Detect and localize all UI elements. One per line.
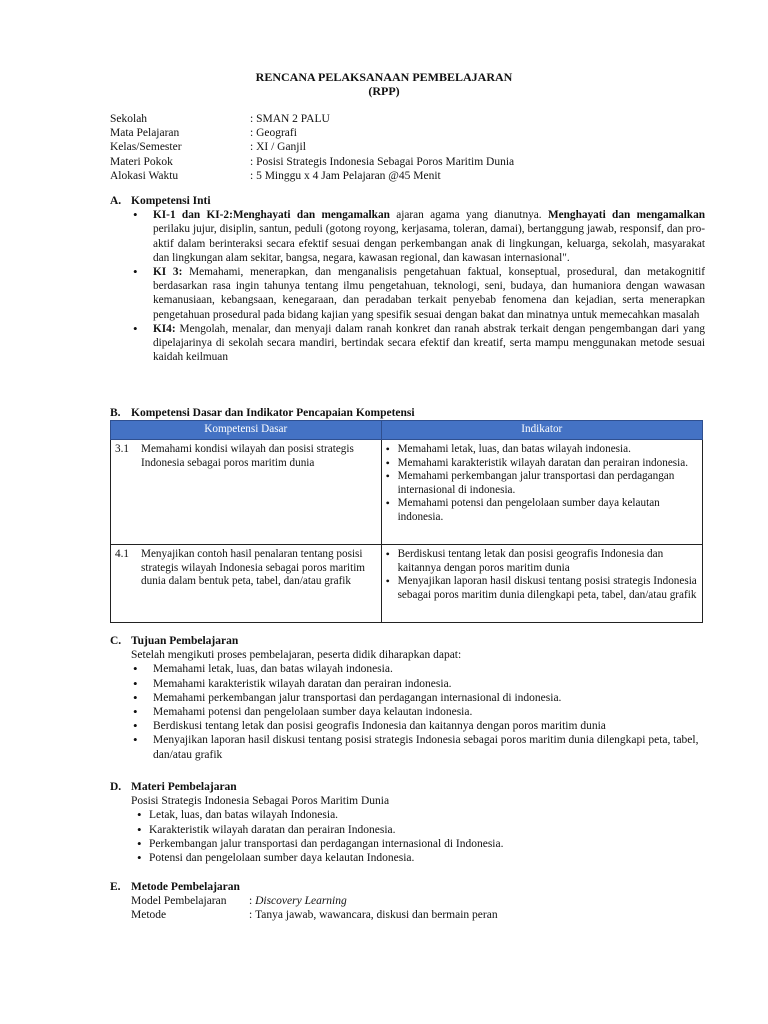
section-metode-pembelajaran [110,880,705,923]
method-row-metode [131,908,705,922]
section-intro: Setelah mengikuti proses pembelajaran, peserta didik diharapkan dapat: [131,649,462,662]
list-item: • Memahami karakteristik wilayah daratan dan perairan indonesia. [386,457,698,471]
list-item: • Potensi dan pengelolaan sumber daya kelautan Indonesia. [135,851,705,865]
identity-value: : SMAN 2 PALU [250,113,330,125]
identity-value: : XI / Ganjil [250,141,306,154]
identity-label: Kelas/Semester [110,141,182,154]
indikator-list [386,443,698,525]
section-title: Metode Pembelajaran [131,881,240,893]
method-value: Discovery Learning [255,895,347,908]
section-heading [110,880,705,894]
identity-row-materi [110,155,514,169]
identity-row-sekolah [110,112,514,126]
document-subtitle: (RPP) [368,84,400,98]
ki-emphasis: Menghayati dan mengamalkan [547,209,706,222]
section-kompetensi-inti [110,194,705,364]
kd-cell [111,545,382,623]
identity-block [110,112,514,183]
column-header-indikator: Indikator [381,421,702,440]
list-item: • Memahami letak, luas, dan batas wilayah indonesia. [386,443,698,457]
section-letter: A. [110,195,122,207]
identity-row-mata-pelajaran [110,126,514,140]
identity-label: Materi Pokok [110,155,173,168]
ki-label: KI-1 dan KI-2:Menghayati dan mengamalkan [153,209,390,222]
identity-row-alokasi [110,169,514,183]
identity-label: Alokasi Waktu [110,169,179,182]
section-title: Materi Pembelajaran [131,781,237,793]
section-materi-pembelajaran [110,780,705,865]
section-heading [110,780,705,794]
ki-label: KI 3: [153,266,183,279]
list-item [131,208,705,265]
ki-label: KI4: [153,322,176,335]
kd-number: 3.1 [115,443,129,455]
method-separator: : [249,909,256,922]
ki-text: Memahami, menerapkan, dan menganalisis pengetahuan faktual, konseptual, prosedural, dan metakognitif berdasarkan rasa ingin tahunya tentang ilmu pengetahuan, teknologi, seni, budaya, dan humaniora dengan wawasan kemanusiaan, kebangsaan, kenegaraan, dan peradaban terkait penyebab fenomena dan kejadian, serta menerapkan pengetahuan prosedural pada bidang kajian yang spesifik sesuai dengan bakat dan minatnya untuk memecahkan masalah [153,266,705,321]
list-item: • Memahami potensi dan pengelolaan sumber daya kelautan indonesia. [386,497,698,524]
section-title: Kompetensi Dasar dan Indikator Pencapaian Kompetensi [131,407,415,419]
list-item: • Karakteristik wilayah daratan dan perairan Indonesia. [135,823,705,837]
method-row-model [131,894,705,908]
list-item: • Menyajikan laporan hasil diskusi tentang posisi strategis Indonesia sebagai poros maritim dunia dilengkapi peta, tabel, dan/atau grafik [386,575,698,602]
column-header-kompetensi-dasar: Kompetensi Dasar [111,421,382,440]
kd-cell [111,440,382,545]
list-item: • Memahami letak, luas, dan batas wilayah indonesia. [131,662,705,676]
kd-entry [115,548,377,589]
identity-value: : Posisi Strategis Indonesia Sebagai Poros Maritim Dunia [250,155,515,168]
table-row [111,440,703,545]
list-item: • Berdiskusi tentang letak dan posisi geografis Indonesia dan kaitannya dengan poros maritim dunia [131,719,705,733]
list-item: • Memahami karakteristik wilayah daratan dan perairan indonesia. [131,677,705,691]
section-letter: B. [110,407,121,419]
kd-text: Menyajikan contoh hasil penalaran tentang posisi strategis wilayah Indonesia sebagai poros maritim dunia dalam bentuk peta, tabel, dan/atau grafik [141,548,366,588]
list-item: • Letak, luas, dan batas wilayah Indonesia. [135,808,705,822]
list-item: • Memahami perkembangan jalur transportasi dan perdagangan internasional di indonesia. [386,470,698,497]
kd-indikator-table [110,420,703,623]
identity-label: Sekolah [110,113,148,125]
ki-list [131,208,705,364]
identity-row-kelas [110,140,514,154]
section-kompetensi-dasar [110,406,705,420]
method-label: Metode [131,909,167,922]
kd-text: Memahami kondisi wilayah dan posisi strategis Indonesia sebagai poros maritim dunia [141,443,354,469]
method-value: Tanya jawab, wawancara, diskusi dan bermain peran [255,909,498,922]
indikator-cell [381,545,702,623]
list-item [131,265,705,322]
kd-entry [115,443,377,470]
table-row [111,545,703,623]
method-label: Model Pembelajaran [131,895,227,908]
identity-value: : 5 Minggu x 4 Jam Pelajaran @45 Menit [250,169,441,182]
section-heading [110,634,705,648]
list-item: • Perkembangan jalur transportasi dan perdagangan internasional di Indonesia. [135,837,705,851]
indikator-cell [381,440,702,545]
section-heading [110,406,705,420]
ki-text: ajaran agama yang dianutnya. [389,209,548,222]
list-item [131,322,705,365]
kd-number: 4.1 [115,548,129,560]
identity-value: : Geografi [250,127,297,140]
section-letter: D. [110,781,122,793]
section-tujuan-pembelajaran [110,634,705,762]
identity-label: Mata Pelajaran [110,127,180,140]
list-item: • Menyajikan laporan hasil diskusi tentang posisi strategis Indonesia sebagai poros maritim dunia dilengkapi peta, tabel, dan/atau grafik [131,733,705,761]
list-item: • Berdiskusi tentang letak dan posisi geografis Indonesia dan kaitannya dengan poros maritim dunia [386,548,698,575]
table-header-row [111,421,703,440]
section-title: Kompetensi Inti [131,195,211,207]
materi-list [135,808,705,865]
document-title: RENCANA PELAKSANAAN PEMBELAJARAN [255,70,513,84]
tujuan-list [131,662,705,761]
section-intro: Posisi Strategis Indonesia Sebagai Poros Maritim Dunia [131,795,390,808]
list-item: • Memahami potensi dan pengelolaan sumber daya kelautan indonesia. [131,705,705,719]
method-separator: : [249,895,256,908]
list-item: • Memahami perkembangan jalur transportasi dan perdagangan internasional di indonesia. [131,691,705,705]
ki-text: perilaku jujur, disiplin, santun, peduli (gotong royong, kerjasama, toleran, damai), bertanggung jawab, responsif, dan pro-aktif dalam berinteraksi secara efektif sesuai dengan perkembangan anak di lingkungan, keluarga, sekolah, masyarakat dan lingkungan alam sekitar, bangsa, negara, kawasan regional, dan kawasan internasional". [153,223,705,264]
section-title: Tujuan Pembelajaran [131,635,239,647]
section-letter: C. [110,635,122,647]
section-heading [110,194,705,208]
section-letter: E. [110,881,121,893]
indikator-list [386,548,698,602]
ki-text: Mengolah, menalar, dan menyaji dalam ranah konkret dan ranah abstrak terkait dengan pengembangan dari yang dipelajarinya di sekolah secara mandiri, bertindak secara efektif dan kreatif, serta mampu menggunakan metode sesuai kaidah keilmuan [153,322,705,364]
